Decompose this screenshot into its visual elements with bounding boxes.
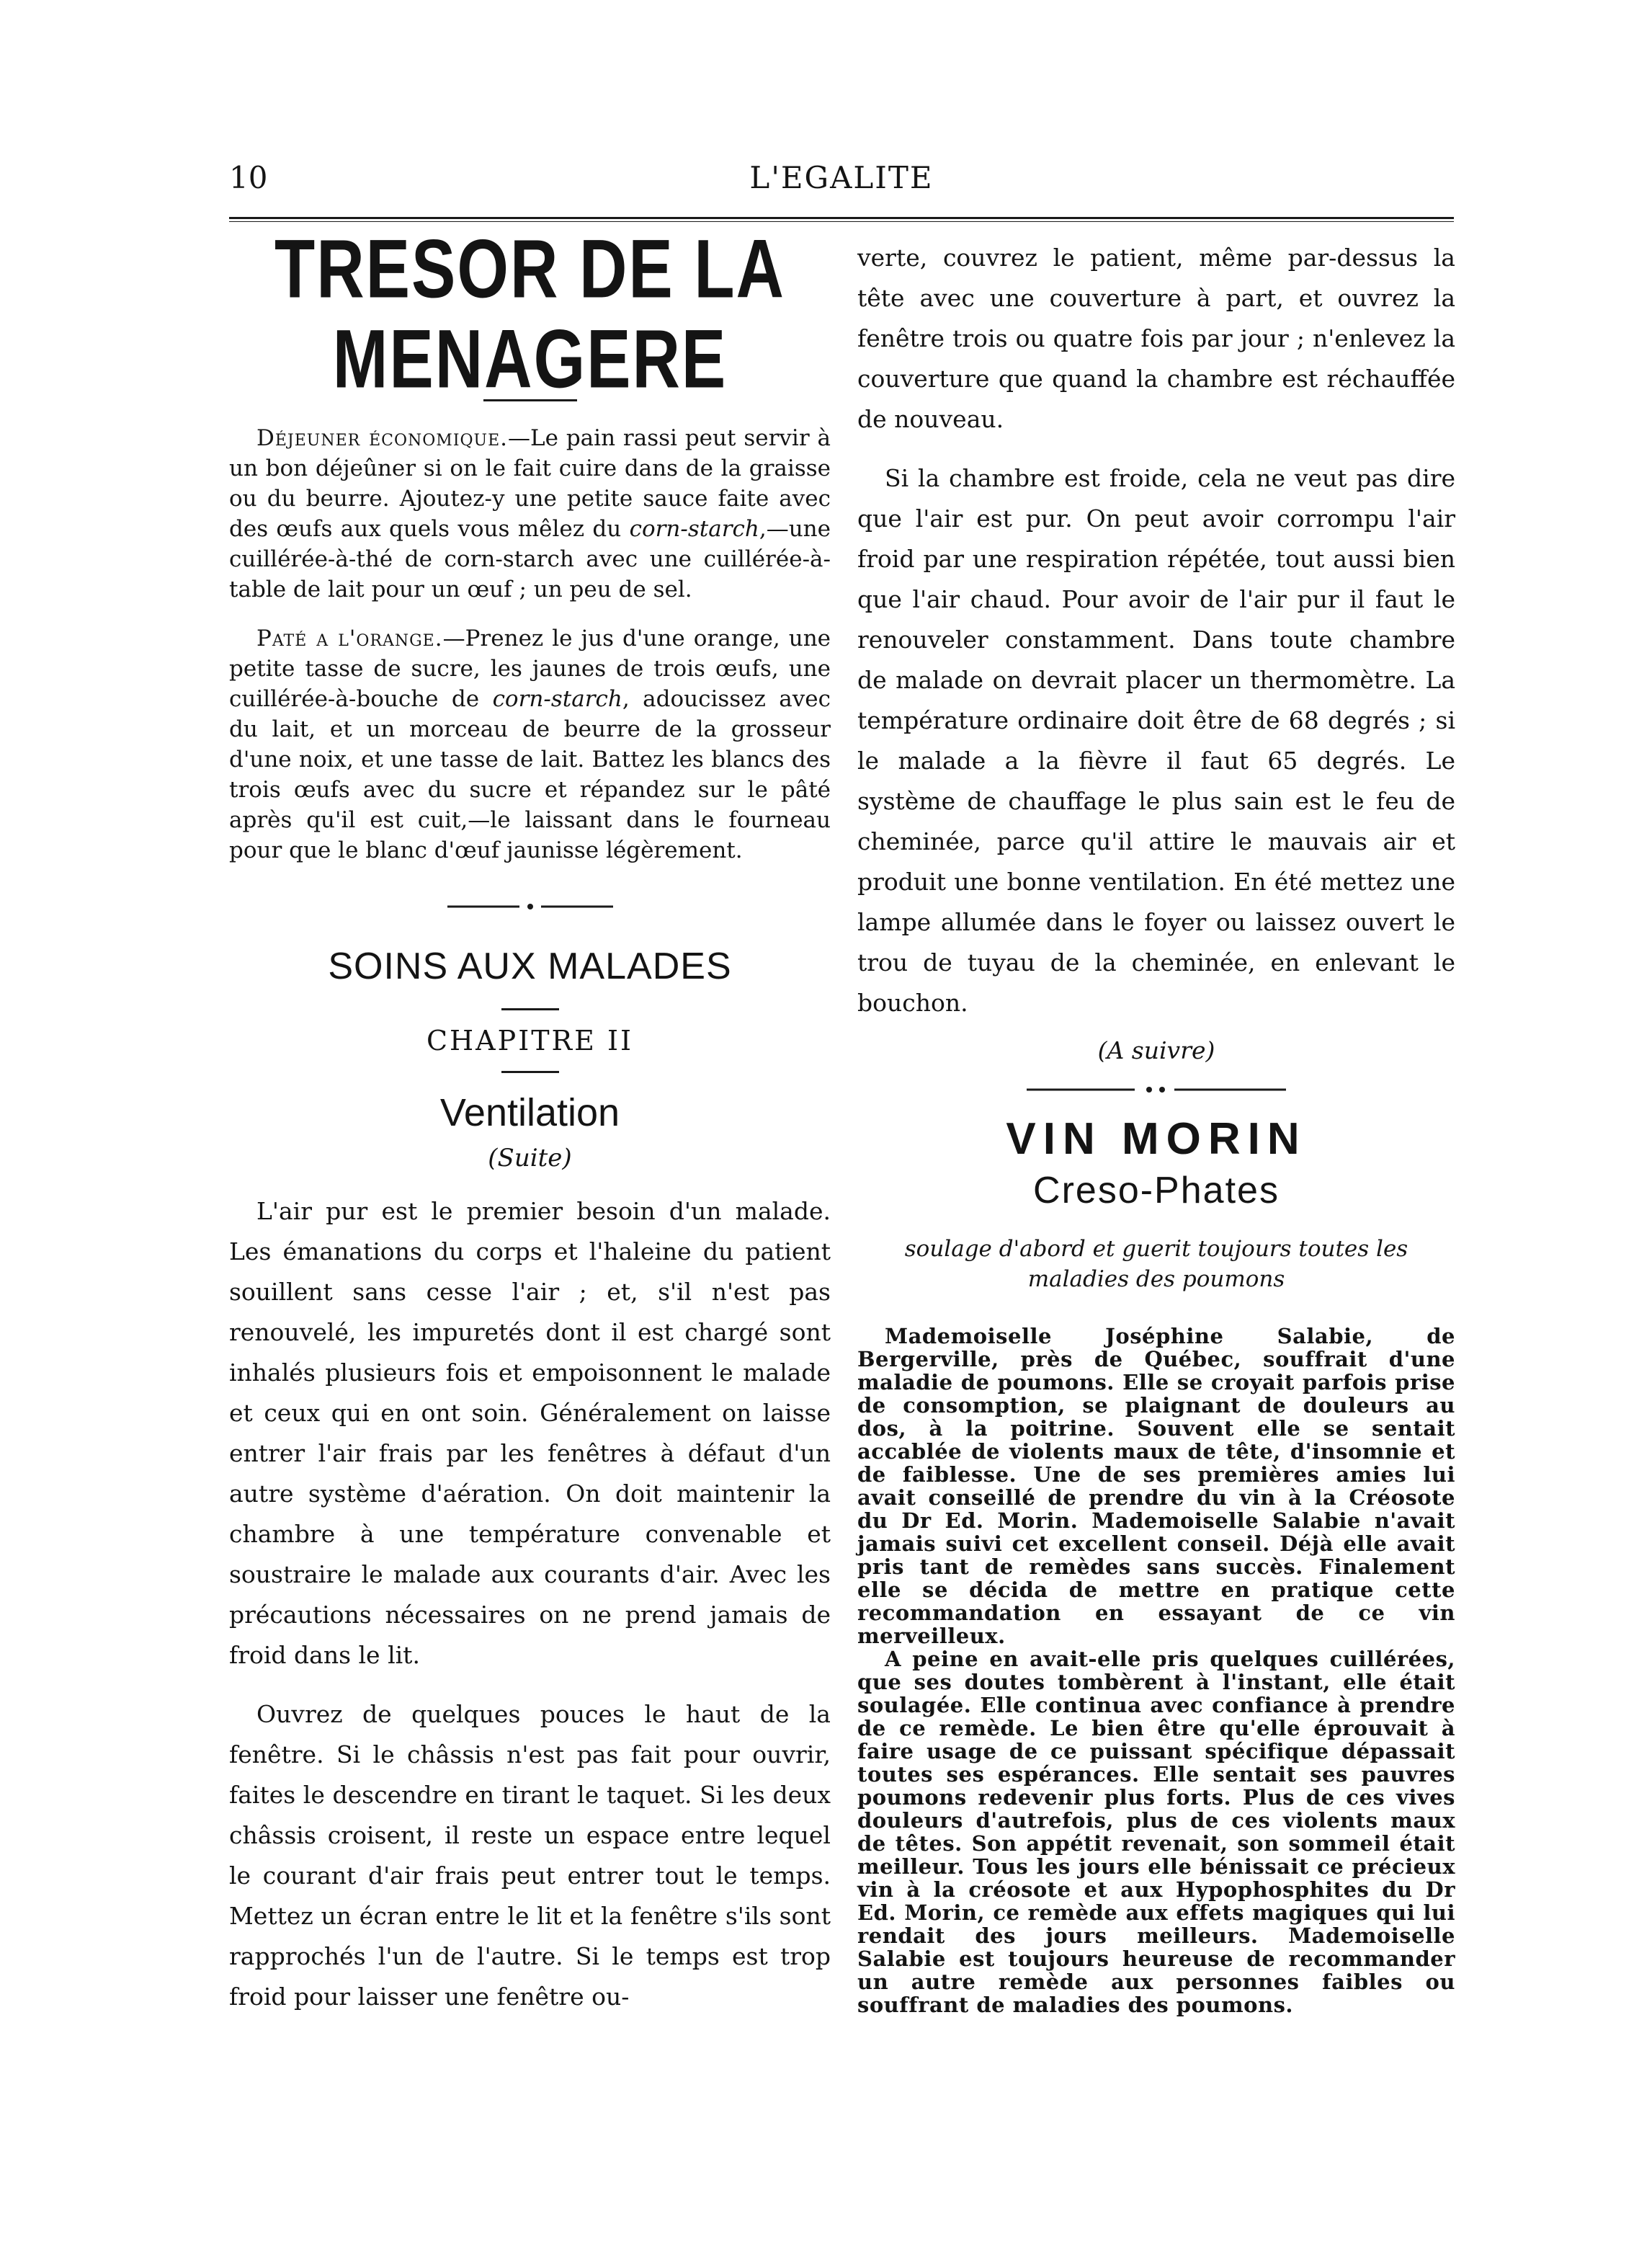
ornament-divider-2 bbox=[857, 1077, 1455, 1099]
soins-title: SOINS AUX MALADES bbox=[328, 946, 732, 987]
chapter-heading: CHAPITRE II bbox=[426, 1025, 634, 1056]
page-header bbox=[229, 160, 1454, 203]
ad-tagline: soulage d'abord et guerit toujours toutes les maladies des poumons bbox=[904, 1236, 1408, 1292]
dejeuner-italic: corn-starch bbox=[629, 516, 759, 542]
pate-paragraph bbox=[229, 623, 831, 866]
ornament-divider-svg bbox=[447, 902, 613, 911]
tresor-title: TRESOR DE LA MENAGERE bbox=[274, 223, 785, 406]
pate-text: —Prenez le jus d'une orange, une petite tasse de sucre, les jaunes de trois œufs, une cuillérée-à-bouche de bbox=[229, 626, 831, 712]
chapter-rule bbox=[501, 1071, 559, 1073]
right-column bbox=[857, 238, 1455, 2016]
dejeuner-label: Déjeuner économique. bbox=[256, 425, 509, 451]
soins-rule bbox=[501, 1008, 559, 1010]
ventilation-para-2: Ouvrez de quelques pouces le haut de la fenêtre. Si le châssis n'est pas fait pour ouvrir, faites le descendre en tirant le taquet. Si les deux châssis croisent, il reste un espace entre lequel le courant d'air frais peut entrer tout le temps. Mettez un écran entre le lit et la fenêtre s'ils sont rapprochés l'un de l'autre. Si le temps est trop froid pour laisser une fenêtre ou- bbox=[229, 1700, 831, 2011]
dejeuner-text-2: ,—une cuillérée-à-thé de corn-starch avec une cuillérée-à-table de lait pour un œuf ; un peu de sel. bbox=[229, 516, 831, 602]
creso-phates-title: Creso-Phates bbox=[1033, 1170, 1280, 1211]
pate-italic: corn-starch bbox=[492, 686, 622, 712]
ad-paragraph-2: A peine en avait-elle pris quelques cuillérées, que ses doutes tombèrent à l'instant, elle était soulagée. Elle continua avec confiance à prendre de ce remède. Le bien être qu'elle éprouvait à faire usage de ce puissant spécifique dépassait toutes ses espérances. Elle sentait ses pauvres poumons redevenir plus forts. Plus de ces vives douleurs d'autrefois, plus de ces violents maux de têtes. Son appétit revenait, son sommeil était meilleur. Tous les jours elle bénissait ce précieux vin à la créosote et aux Hypophosphites du Dr Ed. Morin, ce remède aux effets magiques qui lui rendait des jours meilleurs. Mademoiselle Salabie est toujours heureuse de recommander un autre remède aux personnes faibles ou souffrant de maladies des poumons. bbox=[857, 1647, 1455, 2017]
page-number: 10 bbox=[229, 160, 268, 195]
ventilation-heading: Ventilation bbox=[439, 1091, 620, 1134]
a-suivre-label: (A suivre) bbox=[1097, 1036, 1215, 1064]
suite-label: (Suite) bbox=[488, 1144, 572, 1173]
ornament-divider-2-svg bbox=[1027, 1085, 1286, 1094]
dejeuner-paragraph bbox=[229, 423, 831, 605]
pate-text-2: , adoucissez avec du lait, et un morceau de beurre de la grosseur d'une noix, et une tasse de lait. Battez les blancs des trois œufs avec du sucre et répandez sur le pâté après qu'il est cuit,—le laissant dans le fourneau pour que le blanc d'œuf jaunisse légèrement. bbox=[229, 686, 831, 863]
vin-morin-title: VIN MORIN bbox=[1006, 1114, 1307, 1164]
ad-paragraph-1: Mademoiselle Joséphine Salabie, de Bergerville, près de Québec, souffrait d'une maladie de poumons. Elle se croyait parfois prise de consomption, se plaignant de douleurs au dos, à la poitrine. Souvent elle se sentait accablée de violents maux de tête, d'insomnie et de faiblesse. Une de ses premières amies lui avait conseillé de prendre du vin à la Créosote du Dr Ed. Morin. Mademoiselle Salabie n'avait jamais suivi cet excellent conseil. Déjà elle avait pris tant de remèdes sans succès. Finalement elle se décida de mettre en pratique cette recommandation en essayant de ce vin merveilleux. bbox=[857, 1324, 1455, 1648]
pate-label: Paté a l'orange. bbox=[256, 626, 443, 651]
ventilation-para-3: Si la chambre est froide, cela ne veut pas dire que l'air est pur. On peut avoir corrompu l'air froid par une respiration répétée, tout aussi bien que l'air chaud. Pour avoir de l'air pur il faut le renouveler constamment. Dans toute chambre de malade on devrait placer un thermomètre. La température ordinaire doit être de 68 degrés ; si le malade a la fièvre il faut 65 degrés. Le système de chauffage le plus sain est le feu de cheminée, parce qu'il attire le mauvais air et produit une bonne ventilation. En été mettez une lampe allumée dans le foyer ou laissez ouvert le trou de tuyau de la cheminée, en enlevant le bouchon. bbox=[857, 464, 1455, 1017]
header-rule bbox=[229, 217, 1454, 222]
dejeuner-text: —Le pain rassi peut servir à un bon déjeûner si on le fait cuire dans de la graisse ou du beurre. Ajoutez-y une petite sauce faite avec des œufs aux quels vous mêlez du bbox=[229, 425, 831, 542]
ornament-divider bbox=[229, 894, 831, 916]
running-title: L'EGALITE bbox=[749, 160, 934, 195]
ventilation-para-1: L'air pur est le premier besoin d'un malade. Les émanations du corps et l'haleine du patient souillent sans cesse l'air ; et, s'il n'est pas renouvelé, les impuretés dont il est chargé sont inhalés plusieurs fois et empoisonnent le malade et ceux qui en ont soin. Généralement on laisse entrer l'air frais par les fenêtres à défaut d'un autre système d'aération. On doit maintenir la chambre à une température convenable et soustraire le malade aux courants d'air. Avec les précautions nécessaires on ne prend jamais de froid dans le lit. bbox=[229, 1197, 831, 1669]
left-column bbox=[229, 223, 831, 2017]
ventilation-para-continued: verte, couvrez le patient, même par-dessus la tête avec une couverture à part, et ouvrez la fenêtre trois ou quatre fois par jour ; n'enlevez la couverture que quand la chambre est réchauffée de nouveau. bbox=[857, 244, 1455, 433]
